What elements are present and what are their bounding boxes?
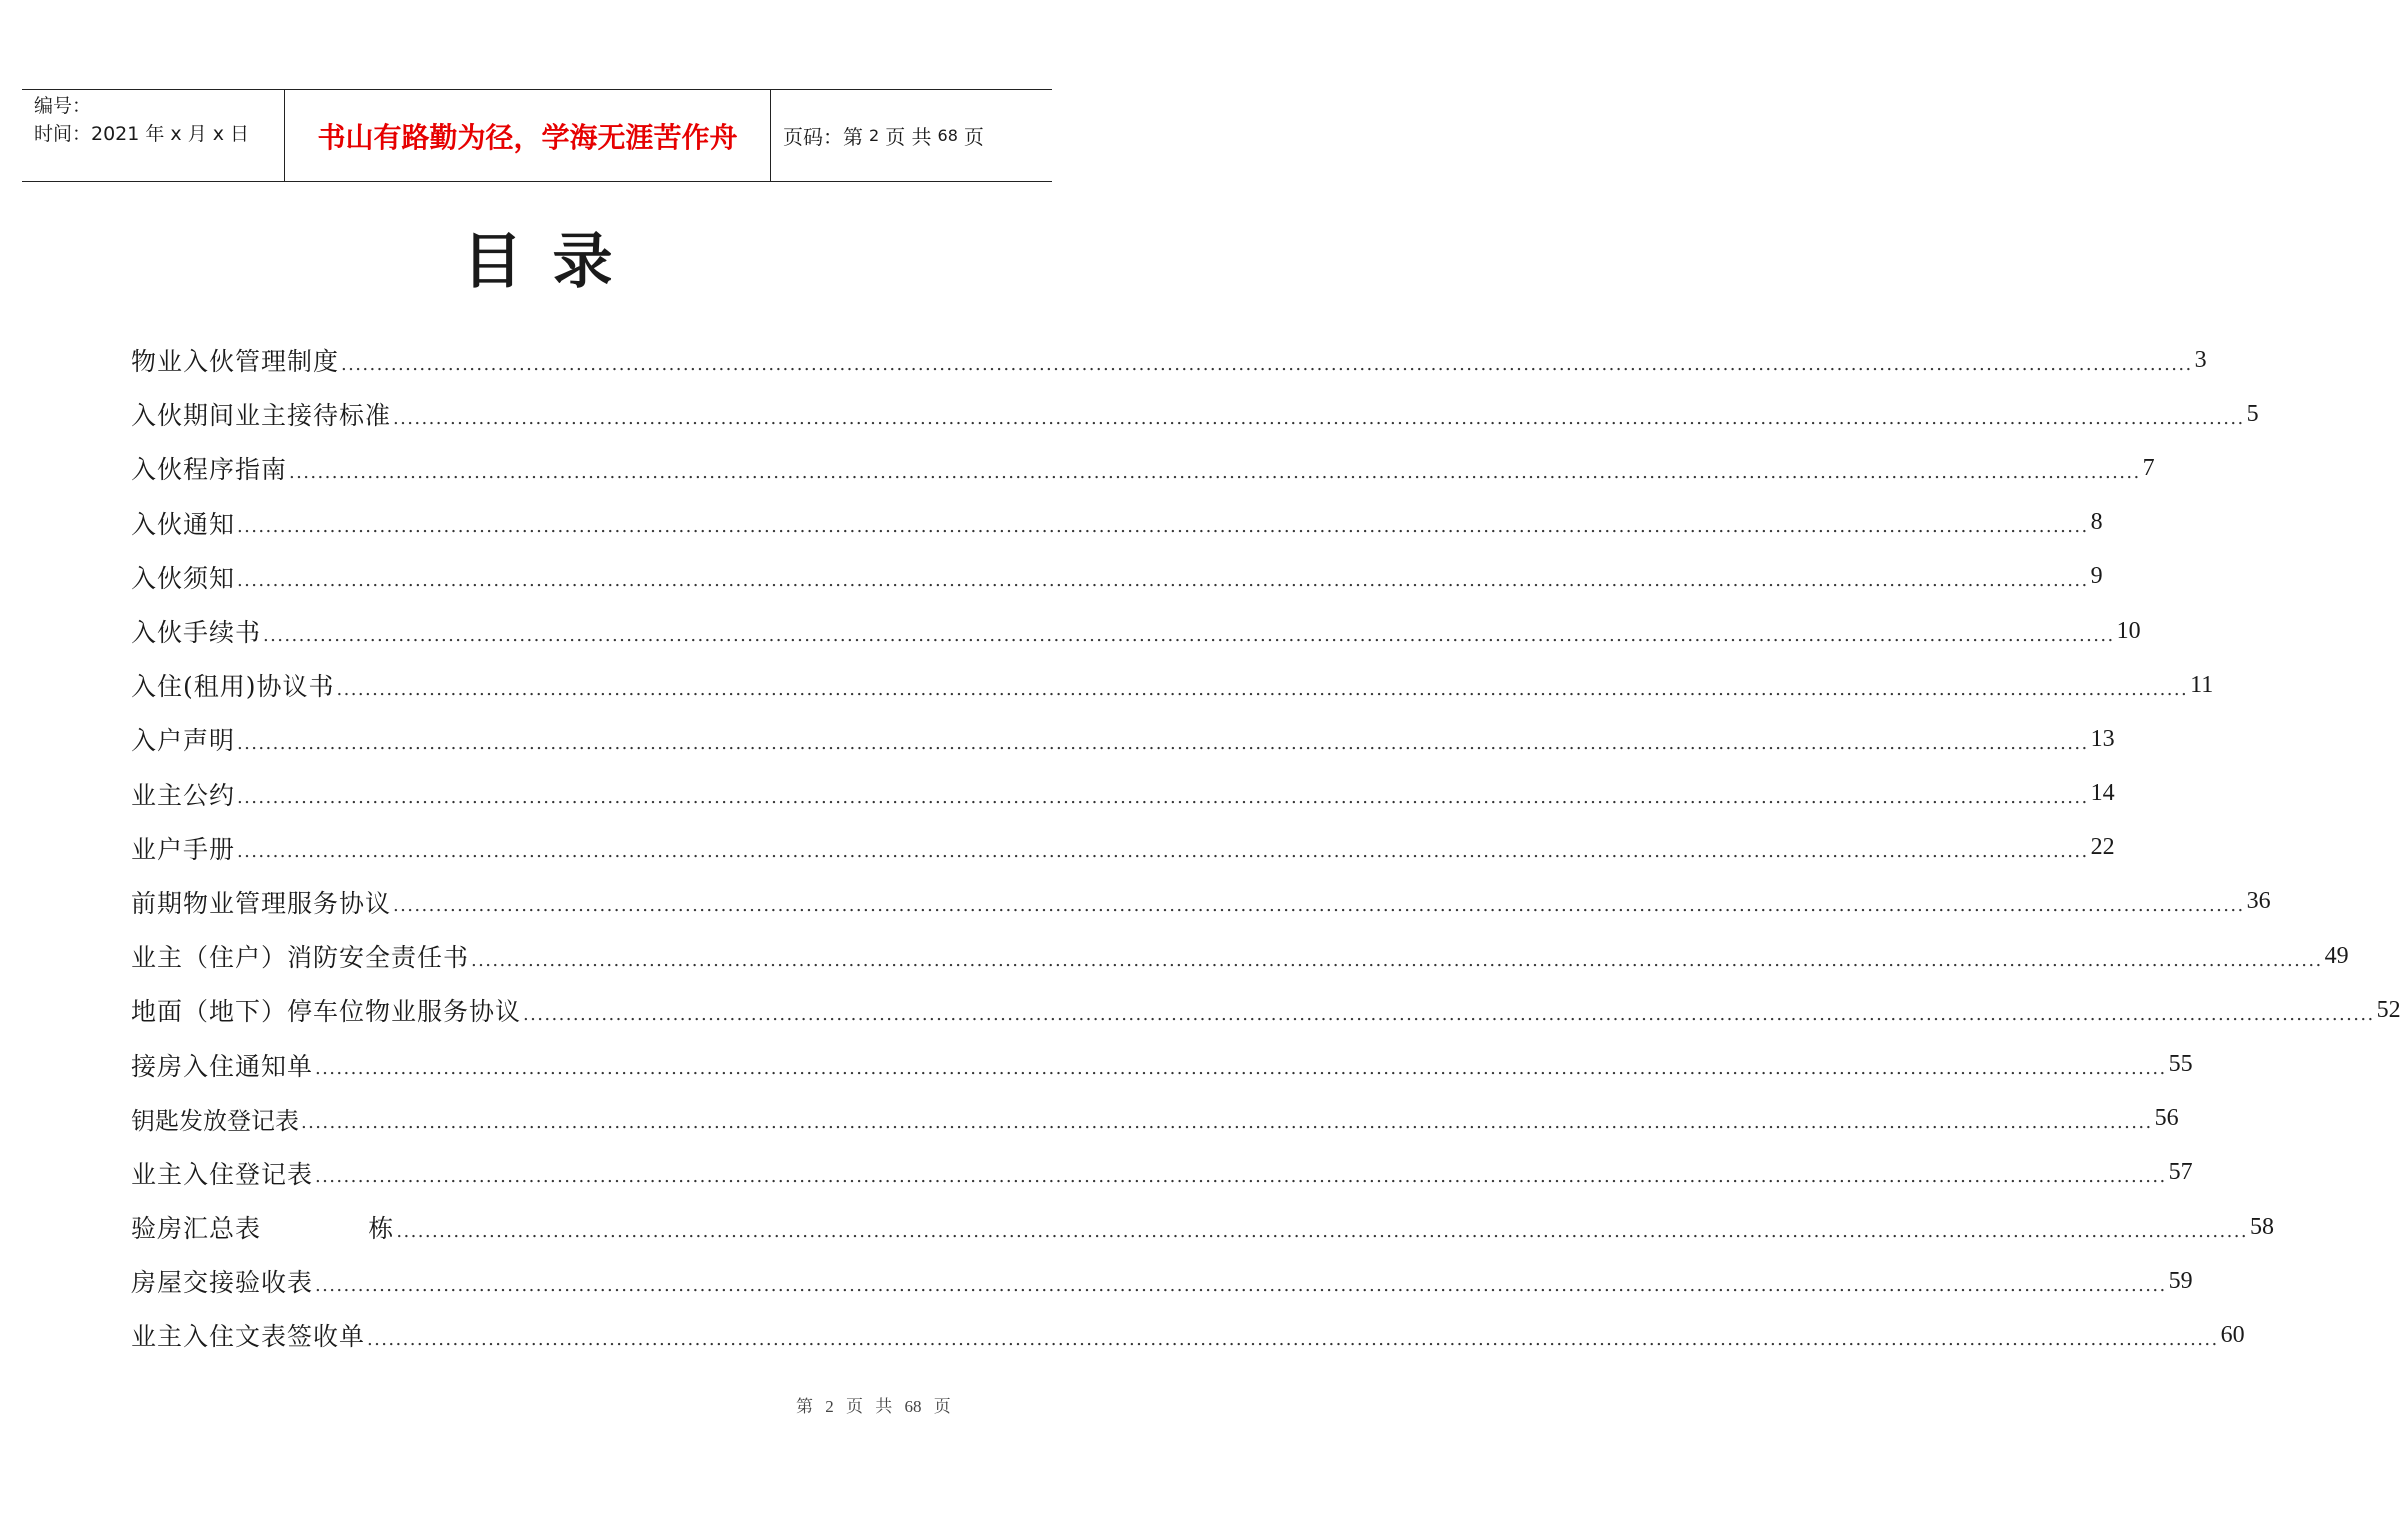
toc-entry-label: 入住(租用)协议书 [131,672,335,702]
toc-entry[interactable] [131,333,2207,387]
toc-leader-dots: .................................................................................................................................................................................................................................................................... [237,841,2089,863]
toc-entry-label: 前期物业管理服务协议 [131,888,392,918]
toc-entry-page: 11 [2190,671,2214,698]
toc-entry[interactable] [131,1200,2275,1254]
toc-entry-label: 验房汇总表 栋 [131,1214,395,1244]
page-total: 68 [937,126,958,145]
toc-entry-page: 7 [2142,454,2155,481]
toc-entry-page: 49 [2324,942,2349,969]
page-title: 目录 [462,227,643,297]
toc-entry[interactable] [131,1037,2193,1091]
toc-leader-dots: .................................................................................................................................................................................................................................................................... [237,516,2089,538]
toc-leader-dots: .................................................................................................................................................................................................................................................................... [263,624,2115,646]
toc-leader-dots: .................................................................................................................................................................................................................................................................... [315,1166,2167,1188]
toc-entry[interactable] [131,387,2259,441]
toc-entry-label: 业主入住文表签收单 [131,1322,366,1352]
toc-entry-page: 22 [2090,834,2115,861]
toc-entry-page: 3 [2194,346,2207,373]
toc-entry[interactable] [131,441,2155,495]
toc-entry[interactable] [131,658,2214,712]
toc-entry-page: 58 [2250,1213,2275,1240]
toc-leader-dots: .................................................................................................................................................................................................................................................................... [341,353,2193,375]
toc-entry-label: 入伙程序指南 [131,455,288,485]
toc-entry-label: 业主入住登记表 [131,1159,314,1189]
document-header [22,89,1052,182]
toc-entry-label: 接房入住通知单 [131,1051,314,1081]
toc-leader-dots: .................................................................................................................................................................................................................................................................... [237,732,2089,754]
toc-entry-label: 物业入伙管理制度 [131,347,340,377]
toc-entry-label: 业主（住户）消防安全责任书 [131,943,470,973]
toc-entry[interactable] [131,1308,2245,1362]
page-current: 2 [869,126,880,145]
toc-entry-label: 业主公约 [131,780,236,810]
toc-entry-page: 56 [2154,1105,2179,1132]
page-middle: 页 共 [885,125,932,149]
toc-entry[interactable] [131,875,2271,929]
toc-leader-dots: .................................................................................................................................................................................................................................................................... [301,1112,2153,1134]
toc-entry[interactable] [131,1092,2179,1146]
toc-entry[interactable] [131,767,2115,821]
page-footer: 第 2 页 共 68 页 [796,1397,951,1416]
code-label: 编号： [34,95,92,117]
header-motto: 书山有路勤为径，学海无涯苦作舟 [285,90,771,181]
toc-leader-dots: .................................................................................................................................................................................................................................................................... [289,461,2141,483]
toc-leader-dots: .................................................................................................................................................................................................................................................................... [393,895,2245,917]
toc-entry-label: 房屋交接验收表 [131,1268,314,1298]
toc-entry-label: 地面（地下）停车位物业服务协议 [131,997,522,1027]
toc-entry[interactable] [131,1254,2193,1308]
toc-leader-dots: .................................................................................................................................................................................................................................................................... [523,1003,2375,1025]
toc-entry-label: 入伙期间业主接待标准 [131,401,392,431]
toc-entry[interactable] [131,983,2401,1037]
toc-entry-page: 60 [2220,1321,2245,1348]
toc-leader-dots: .................................................................................................................................................................................................................................................................... [396,1220,2249,1242]
toc-entry-page: 10 [2116,617,2141,644]
toc-entry-page: 9 [2090,563,2103,590]
toc-entry[interactable] [131,821,2115,875]
date-label: 时间：2021 年 x 月 x 日 [34,123,250,145]
toc-entry-page: 59 [2168,1267,2193,1294]
toc-entry-page: 14 [2090,780,2115,807]
toc-leader-dots: .................................................................................................................................................................................................................................................................... [237,570,2089,592]
toc-entry-page: 55 [2168,1051,2193,1078]
toc-entry[interactable] [131,550,2103,604]
page-suffix: 页 [963,125,984,149]
toc-entry-label: 钥匙发放登记表 [131,1107,299,1136]
toc-entry-label: 入伙须知 [131,563,236,593]
header-page-number [771,90,1052,181]
toc-entry[interactable] [131,712,2115,766]
toc-leader-dots: .................................................................................................................................................................................................................................................................... [315,1274,2167,1296]
toc-entry[interactable] [131,496,2103,550]
toc-leader-dots: .................................................................................................................................................................................................................................................................... [237,787,2089,809]
toc-entry-page: 36 [2246,888,2271,915]
table-of-contents [131,333,2401,1363]
toc-leader-dots: .................................................................................................................................................................................................................................................................... [471,949,2323,971]
toc-entry[interactable] [131,1146,2193,1200]
toc-entry-label: 入伙手续书 [131,618,262,648]
toc-entry-page: 13 [2090,725,2115,752]
header-meta [22,90,285,181]
toc-entry[interactable] [131,604,2141,658]
page-prefix: 页码：第 [783,125,863,149]
toc-entry-page: 52 [2376,996,2401,1023]
toc-entry-page: 57 [2168,1159,2193,1186]
toc-entry-label: 业户手册 [131,834,236,864]
toc-leader-dots: .................................................................................................................................................................................................................................................................... [393,407,2245,429]
toc-entry[interactable] [131,929,2349,983]
toc-entry-page: 5 [2246,400,2259,427]
toc-leader-dots: .................................................................................................................................................................................................................................................................... [367,1328,2219,1350]
toc-leader-dots: .................................................................................................................................................................................................................................................................... [315,1058,2167,1080]
toc-entry-label: 入户声明 [131,726,236,756]
toc-entry-label: 入伙通知 [131,509,236,539]
toc-entry-page: 8 [2090,509,2103,536]
toc-leader-dots: .................................................................................................................................................................................................................................................................... [336,678,2189,700]
